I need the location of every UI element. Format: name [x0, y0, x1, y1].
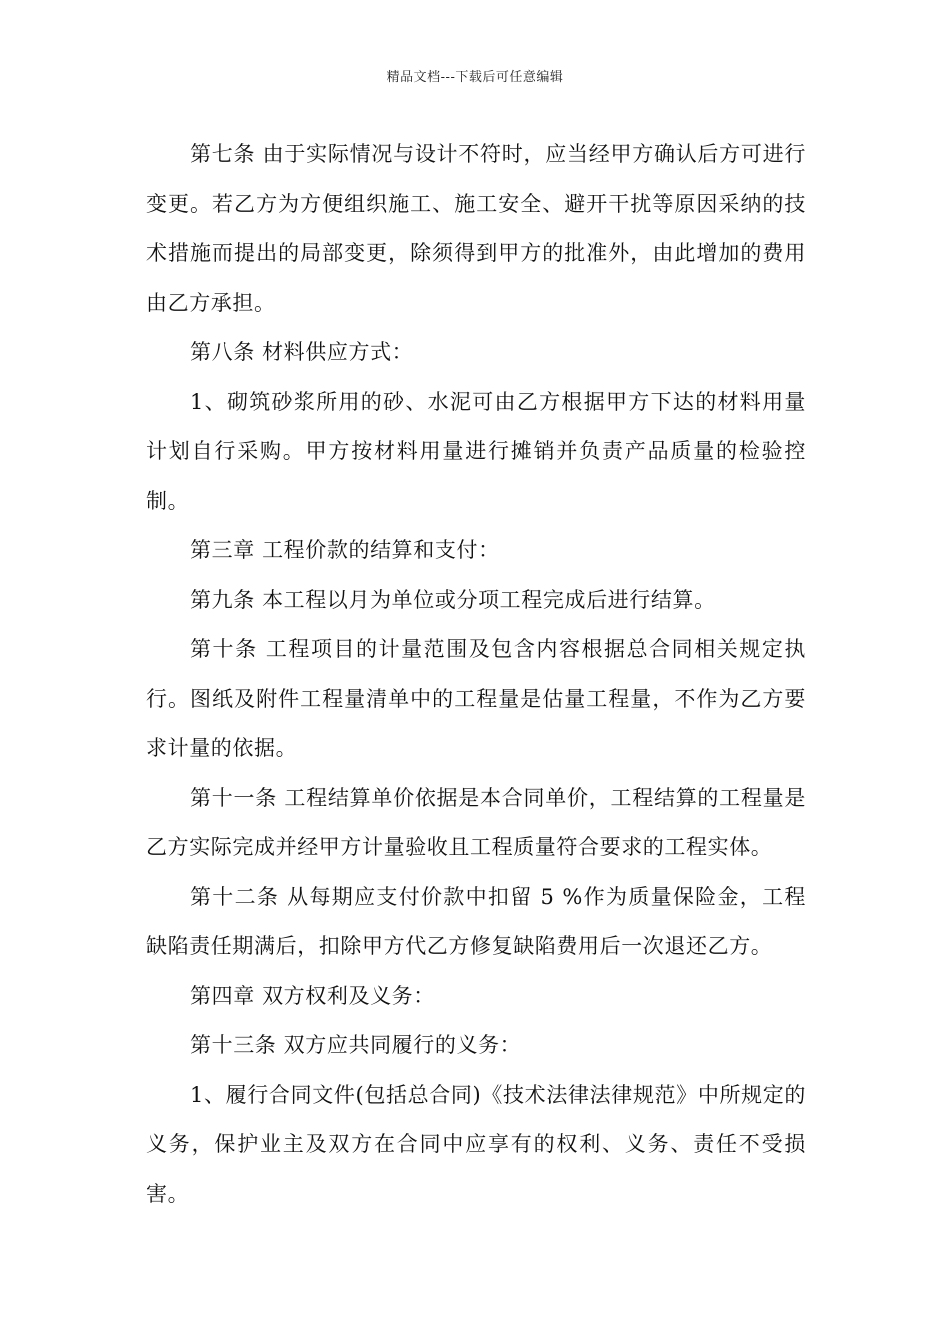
document-body	[146, 130, 806, 1219]
chapter-3-heading: 第三章 工程价款的结算和支付：	[190, 538, 500, 562]
article-12-paragraph: 第十二条 从每期应支付价款中扣留 5 %作为质量保险金，工程缺陷责任期满后，扣除甲方代乙方修复缺陷费用后一次退还乙方。	[146, 884, 806, 958]
page-header: 精品文档---下载后可任意编辑	[386, 70, 564, 85]
article-11-paragraph: 第十一条 工程结算单价依据是本合同单价，工程结算的工程量是乙方实际完成并经甲方计量验收且工程质量符合要求的工程实体。	[146, 785, 806, 859]
chapter-4-heading: 第四章 双方权利及义务：	[190, 983, 435, 1008]
article-9-paragraph: 第九条 本工程以月为单位或分项工程完成后进行结算。	[190, 587, 716, 612]
article-8-paragraph: 第八条 材料供应方式：	[190, 340, 414, 364]
article-13-item-1: 1、履行合同文件(包括总合同)《技术法律法律规范》中所规定的义务，保护业主及双方在合同中应享有的权利、义务、责任不受损害。	[146, 1082, 806, 1206]
article-8-item-1: 1、砌筑砂浆所用的砂、水泥可由乙方根据甲方下达的材料用量计划自行采购。甲方按材料用量进行摊销并负责产品质量的检验控制。	[146, 389, 806, 513]
article-13-paragraph: 第十三条 双方应共同履行的义务：	[190, 1033, 522, 1057]
article-7-paragraph: 第七条 由于实际情况与设计不符时，应当经甲方确认后方可进行变更。若乙方为方便组织施工、施工安全、避开干扰等原因采纳的技术措施而提出的局部变更，除须得到甲方的批准外，由此增加的费用由乙方承担。	[146, 142, 806, 315]
article-10-paragraph: 第十条 工程项目的计量范围及包含内容根据总合同相关规定执行。图纸及附件工程量清单中的工程量是估量工程量，不作为乙方要求计量的依据。	[146, 637, 806, 760]
